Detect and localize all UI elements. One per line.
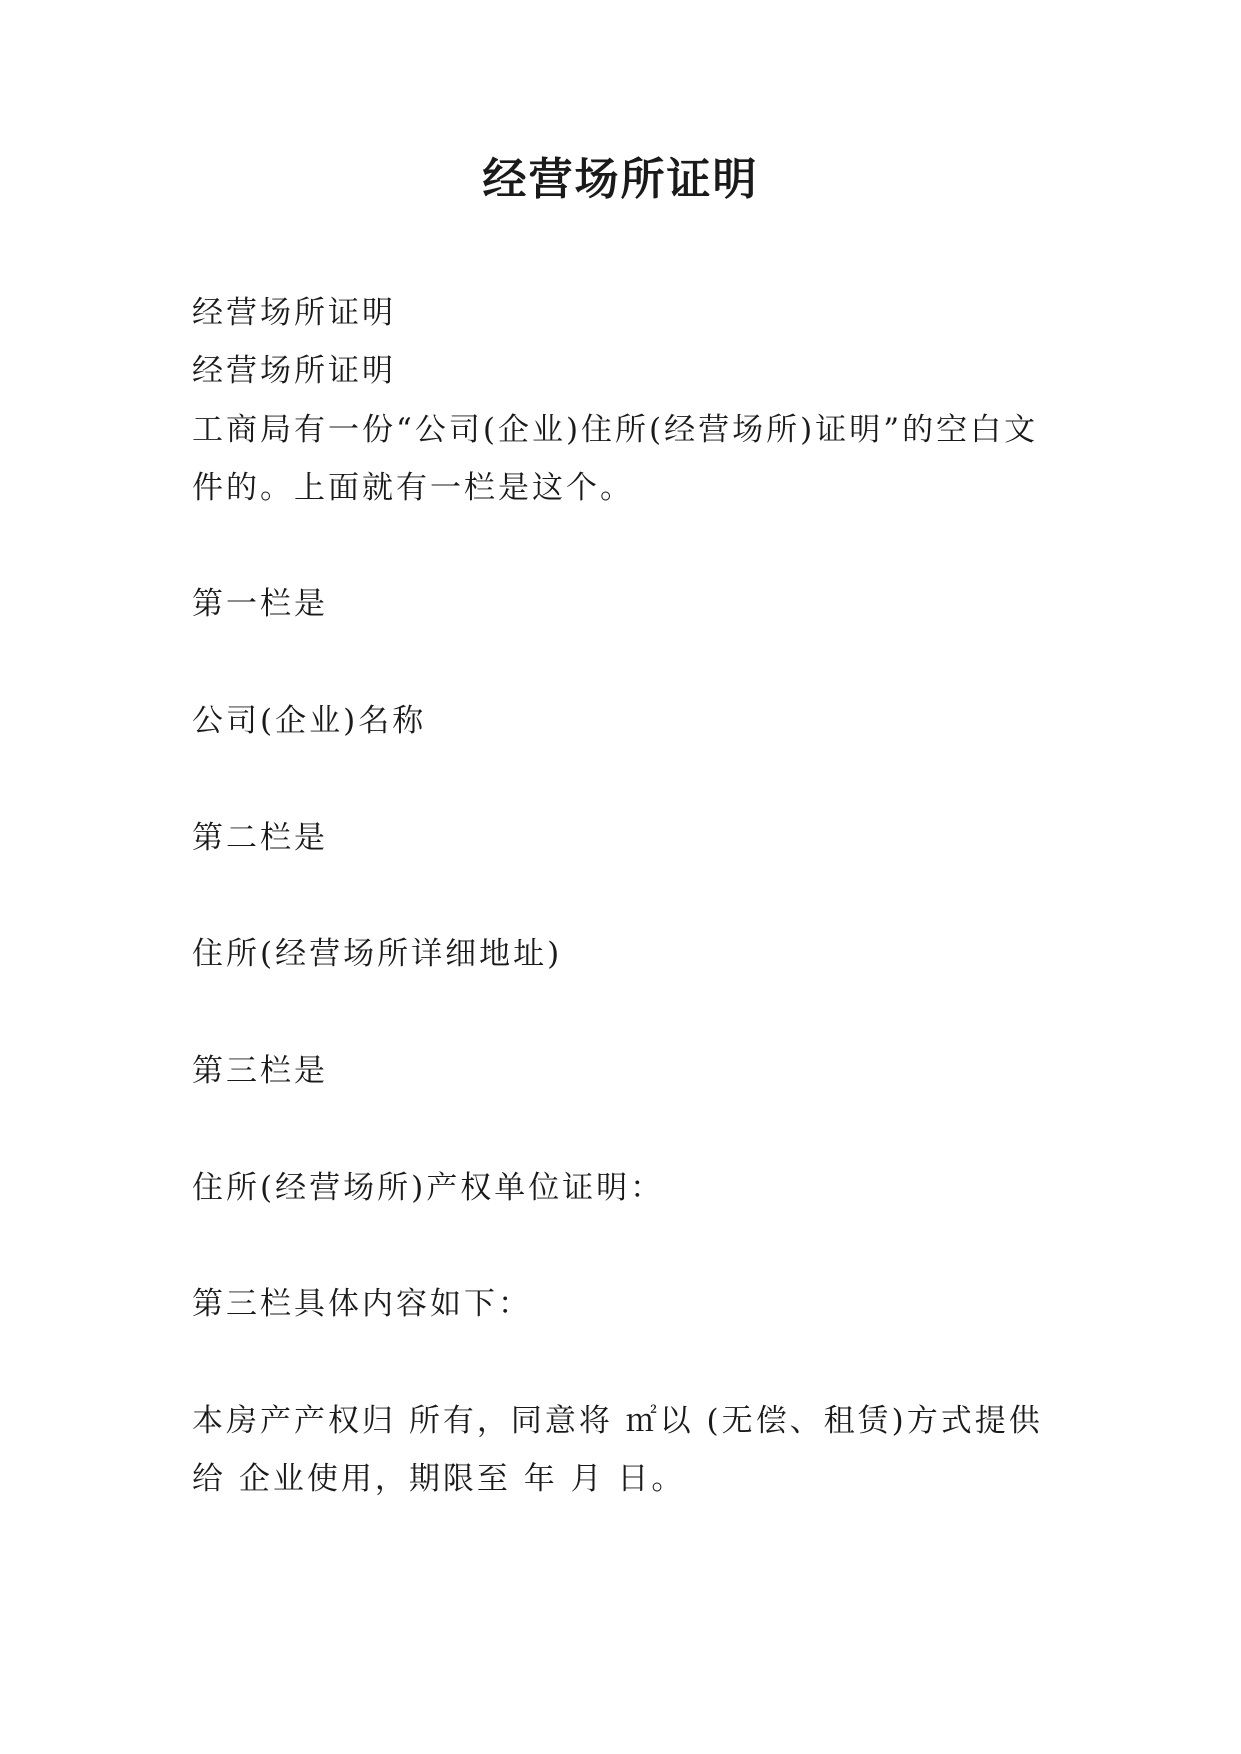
- column-1-heading: 第一栏是: [192, 586, 328, 622]
- column-2-heading: 第二栏是: [192, 820, 328, 856]
- column-3-heading: 第三栏是: [192, 1053, 328, 1089]
- column-3-detail-heading: 第三栏具体内容如下：: [192, 1286, 532, 1322]
- column-2-content: 住所(经营场所详细地址): [192, 936, 563, 972]
- column-3-content: 住所(经营场所)产权单位证明：: [192, 1170, 665, 1206]
- document-title: 经营场所证明: [482, 154, 759, 205]
- intro-line-2: 件的。上面就有一栏是这个。: [192, 470, 634, 506]
- subtitle-line-1: 经营场所证明: [192, 295, 396, 331]
- intro-line-1: 工商局有一份“公司(企业)住所(经营场所)证明”的空白文: [192, 412, 1039, 448]
- certification-line-1: 本房产产权归 所有，同意将 ㎡以 (无偿、租赁)方式提供: [192, 1403, 1043, 1439]
- column-1-content: 公司(企业)名称: [192, 703, 427, 739]
- certification-line-2: 给 企业使用，期限至 年 月 日。: [192, 1461, 686, 1497]
- subtitle-line-2: 经营场所证明: [192, 353, 396, 389]
